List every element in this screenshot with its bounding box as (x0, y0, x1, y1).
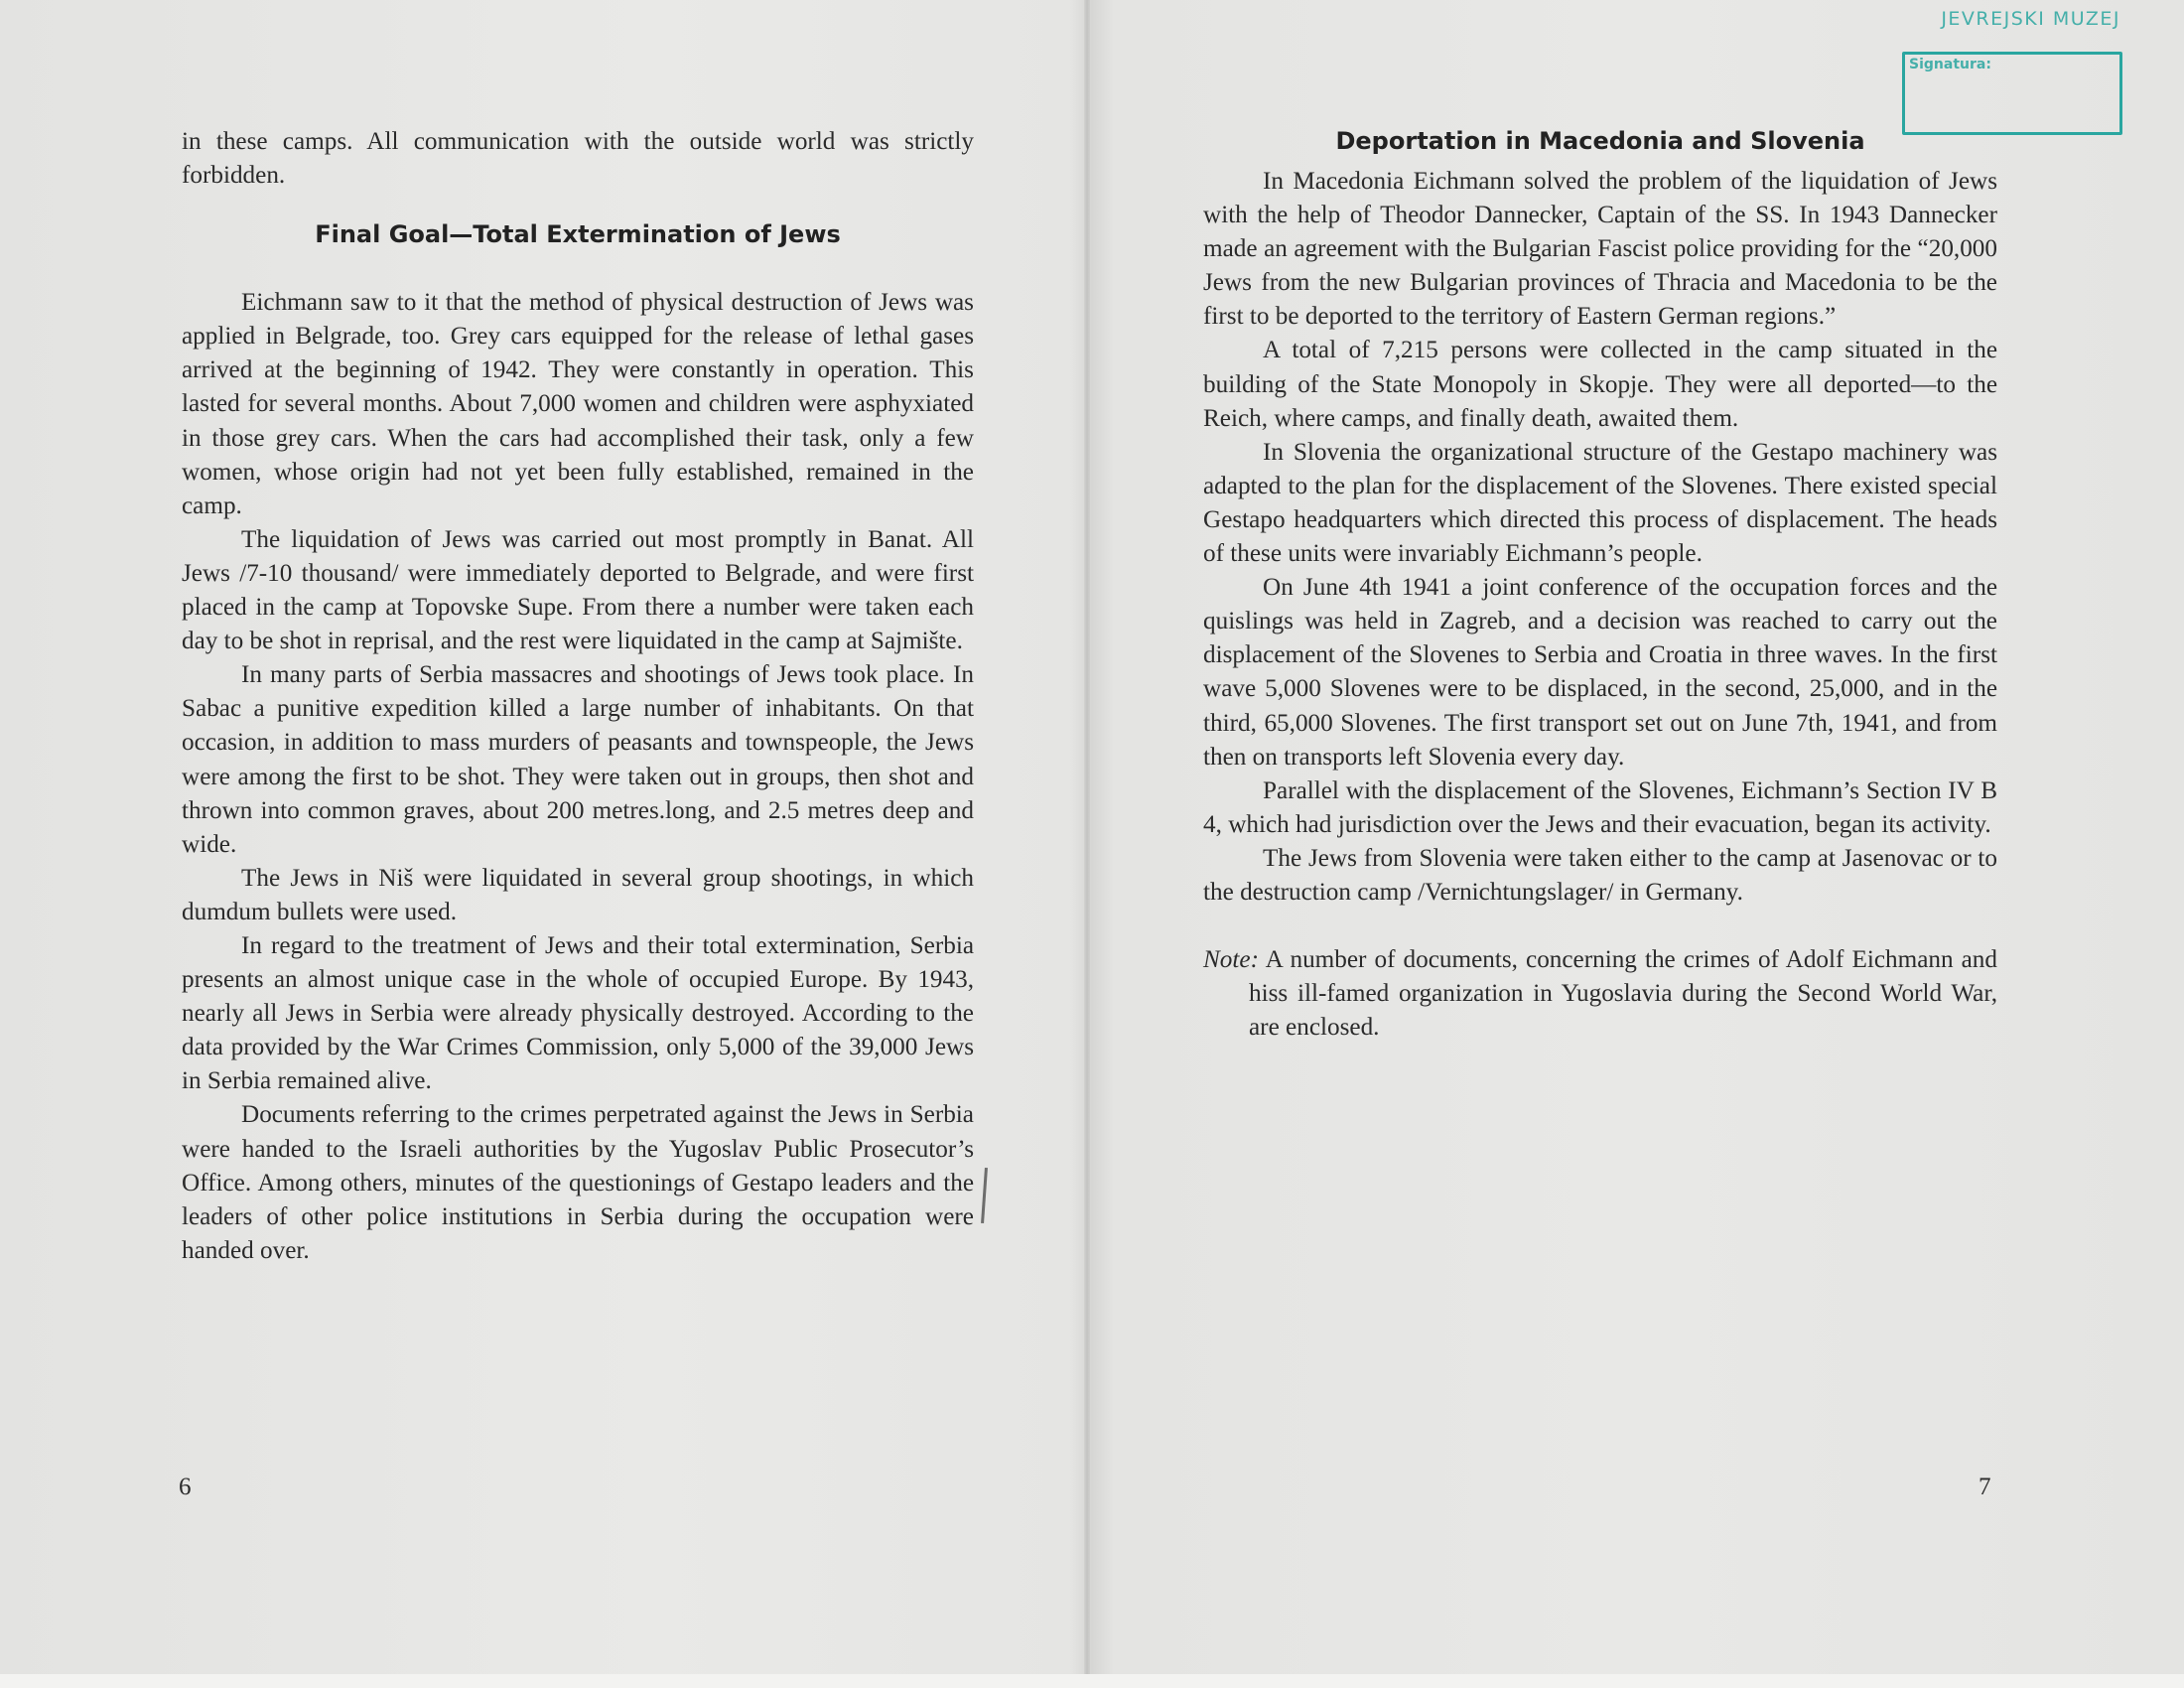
note-paragraph (1203, 943, 1997, 1045)
left-paragraph-3: In many parts of Serbia massacres and shootings of Jews took place. In Sabac a punitive expedition killed a large number of inhabitants. On that occasion, in addition to mass murders of peasants and townspeople, the Jews were among the first to be shot. They were taken out in groups, then shot and thrown into common graves, about 200 metres.long, and 2.5 metres deep and wide. (182, 661, 974, 858)
left-paragraph-5: In regard to the treatment of Jews and their total extermination, Serbia presents an almost unique case in the whole of occupied Europe. By 1943, nearly all Jews in Serbia were already physically destroyed. According to the data provided by the War Crimes Commission, only 5,000 of the 39,000 Jews in Serbia remained alive. (182, 931, 974, 1095)
left-paragraph-1: Eichmann saw to it that the method of physical destruction of Jews was applied in Belgrade, too. Grey cars equipped for the release of lethal gases arrived at the beginning of 1942. They were constantly in operation. This lasted for several months. About 7,000 women and children were asphyxiated in those grey cars. When the cars had accomplished their task, only a few women, whose origin had not yet been fully established, remained in the camp. (182, 289, 974, 519)
right-heading: Deportation in Macedonia and Slovenia (1335, 127, 1865, 155)
right-paragraph-4: On June 4th 1941 a joint conference of the occupation forces and the quislings was held in Zagreb, and a decision was reached to carry out the displacement of the Slovenes to Serbia and Croatia in three waves. In the first wave 5,000 Slovenes were to be displaced, in the second, 25,000, and in the third, 65,000 Slovenes. The first transport set out on June 7th, 1941, and from then on transports left Slovenia every day. (1203, 574, 1997, 771)
pen-mark (981, 1168, 988, 1223)
note-text: A number of documents, concerning the crimes of Adolf Eichmann and hiss ill-famed organization in Yugoslavia during the Second World War, are enclosed. (1249, 946, 1997, 1042)
left-page (0, 0, 1088, 1688)
right-paragraph-1: In Macedonia Eichmann solved the problem of the liquidation of Jews with the help of Theodor Dannecker, Captain of the SS. In 1943 Dannecker made an agreement with the Bulgarian Fascist police providing for the “20,000 Jews from the new Bulgarian provinces of Thracia and Macedonia to be the first to be deported to the territory of Eastern German regions.” (1203, 168, 1997, 331)
left-page-number: 6 (179, 1474, 192, 1500)
left-opening-text: in these camps. All communication with the outside world was strictly forbidden. (182, 128, 974, 190)
stamp-signature-box (1902, 52, 2122, 135)
right-paragraph-6: The Jews from Slovenia were taken either to the camp at Jasenovac or to the destruction camp /Vernichtungslager/ in Germany. (1203, 844, 1997, 906)
stamp-label: Signatura: (1909, 57, 1991, 72)
left-heading: Final Goal—Total Extermination of Jews (315, 220, 841, 249)
right-page-number: 7 (1979, 1474, 1991, 1500)
right-paragraph-5: Parallel with the displacement of the Slovenes, Eichmann’s Section IV B 4, which had jurisdiction over the Jews and their evacuation, began its activity. (1203, 776, 1997, 838)
right-paragraph-2: A total of 7,215 persons were collected in the camp situated in the building of the State Monopoly in Skopje. They were all deported—to the Reich, where camps, and finally death, awaited them. (1203, 337, 1997, 432)
right-page-text (1203, 127, 1997, 1045)
note-label: Note: (1203, 946, 1259, 974)
left-paragraph-4: The Jews in Niš were liquidated in several group shootings, in which dumdum bullets were used. (182, 864, 974, 925)
museum-stamp (1898, 8, 2124, 129)
right-paragraph-3: In Slovenia the organizational structure of the Gestapo machinery was adapted to the plan for the displacement of the Slovenes. There existed special Gestapo headquarters which directed this process of displacement. The heads of these units were invariably Eichmann’s people. (1203, 438, 1997, 568)
left-page-text (182, 125, 974, 1268)
stamp-title: JEVREJSKI MUZEJ (1941, 8, 2120, 30)
left-paragraph-2: The liquidation of Jews was carried out most promptly in Banat. All Jews /7-10 thousand/ were immediately deported to Belgrade, and were first placed in the camp at Topovske Supe. From there a number were taken each day to be shot in reprisal, and the rest were liquidated in the camp at Sajmište. (182, 525, 974, 655)
page-bottom-edge (0, 1674, 2184, 1688)
right-page (1092, 0, 2184, 1688)
left-paragraph-6: Documents referring to the crimes perpetrated against the Jews in Serbia were handed to the Israeli authorities by the Yugoslav Public Prosecutor’s Office. Among others, minutes of the questionings of Gestapo leaders and the leaders of other police institutions in Serbia during the occupation were handed over. (182, 1101, 974, 1264)
